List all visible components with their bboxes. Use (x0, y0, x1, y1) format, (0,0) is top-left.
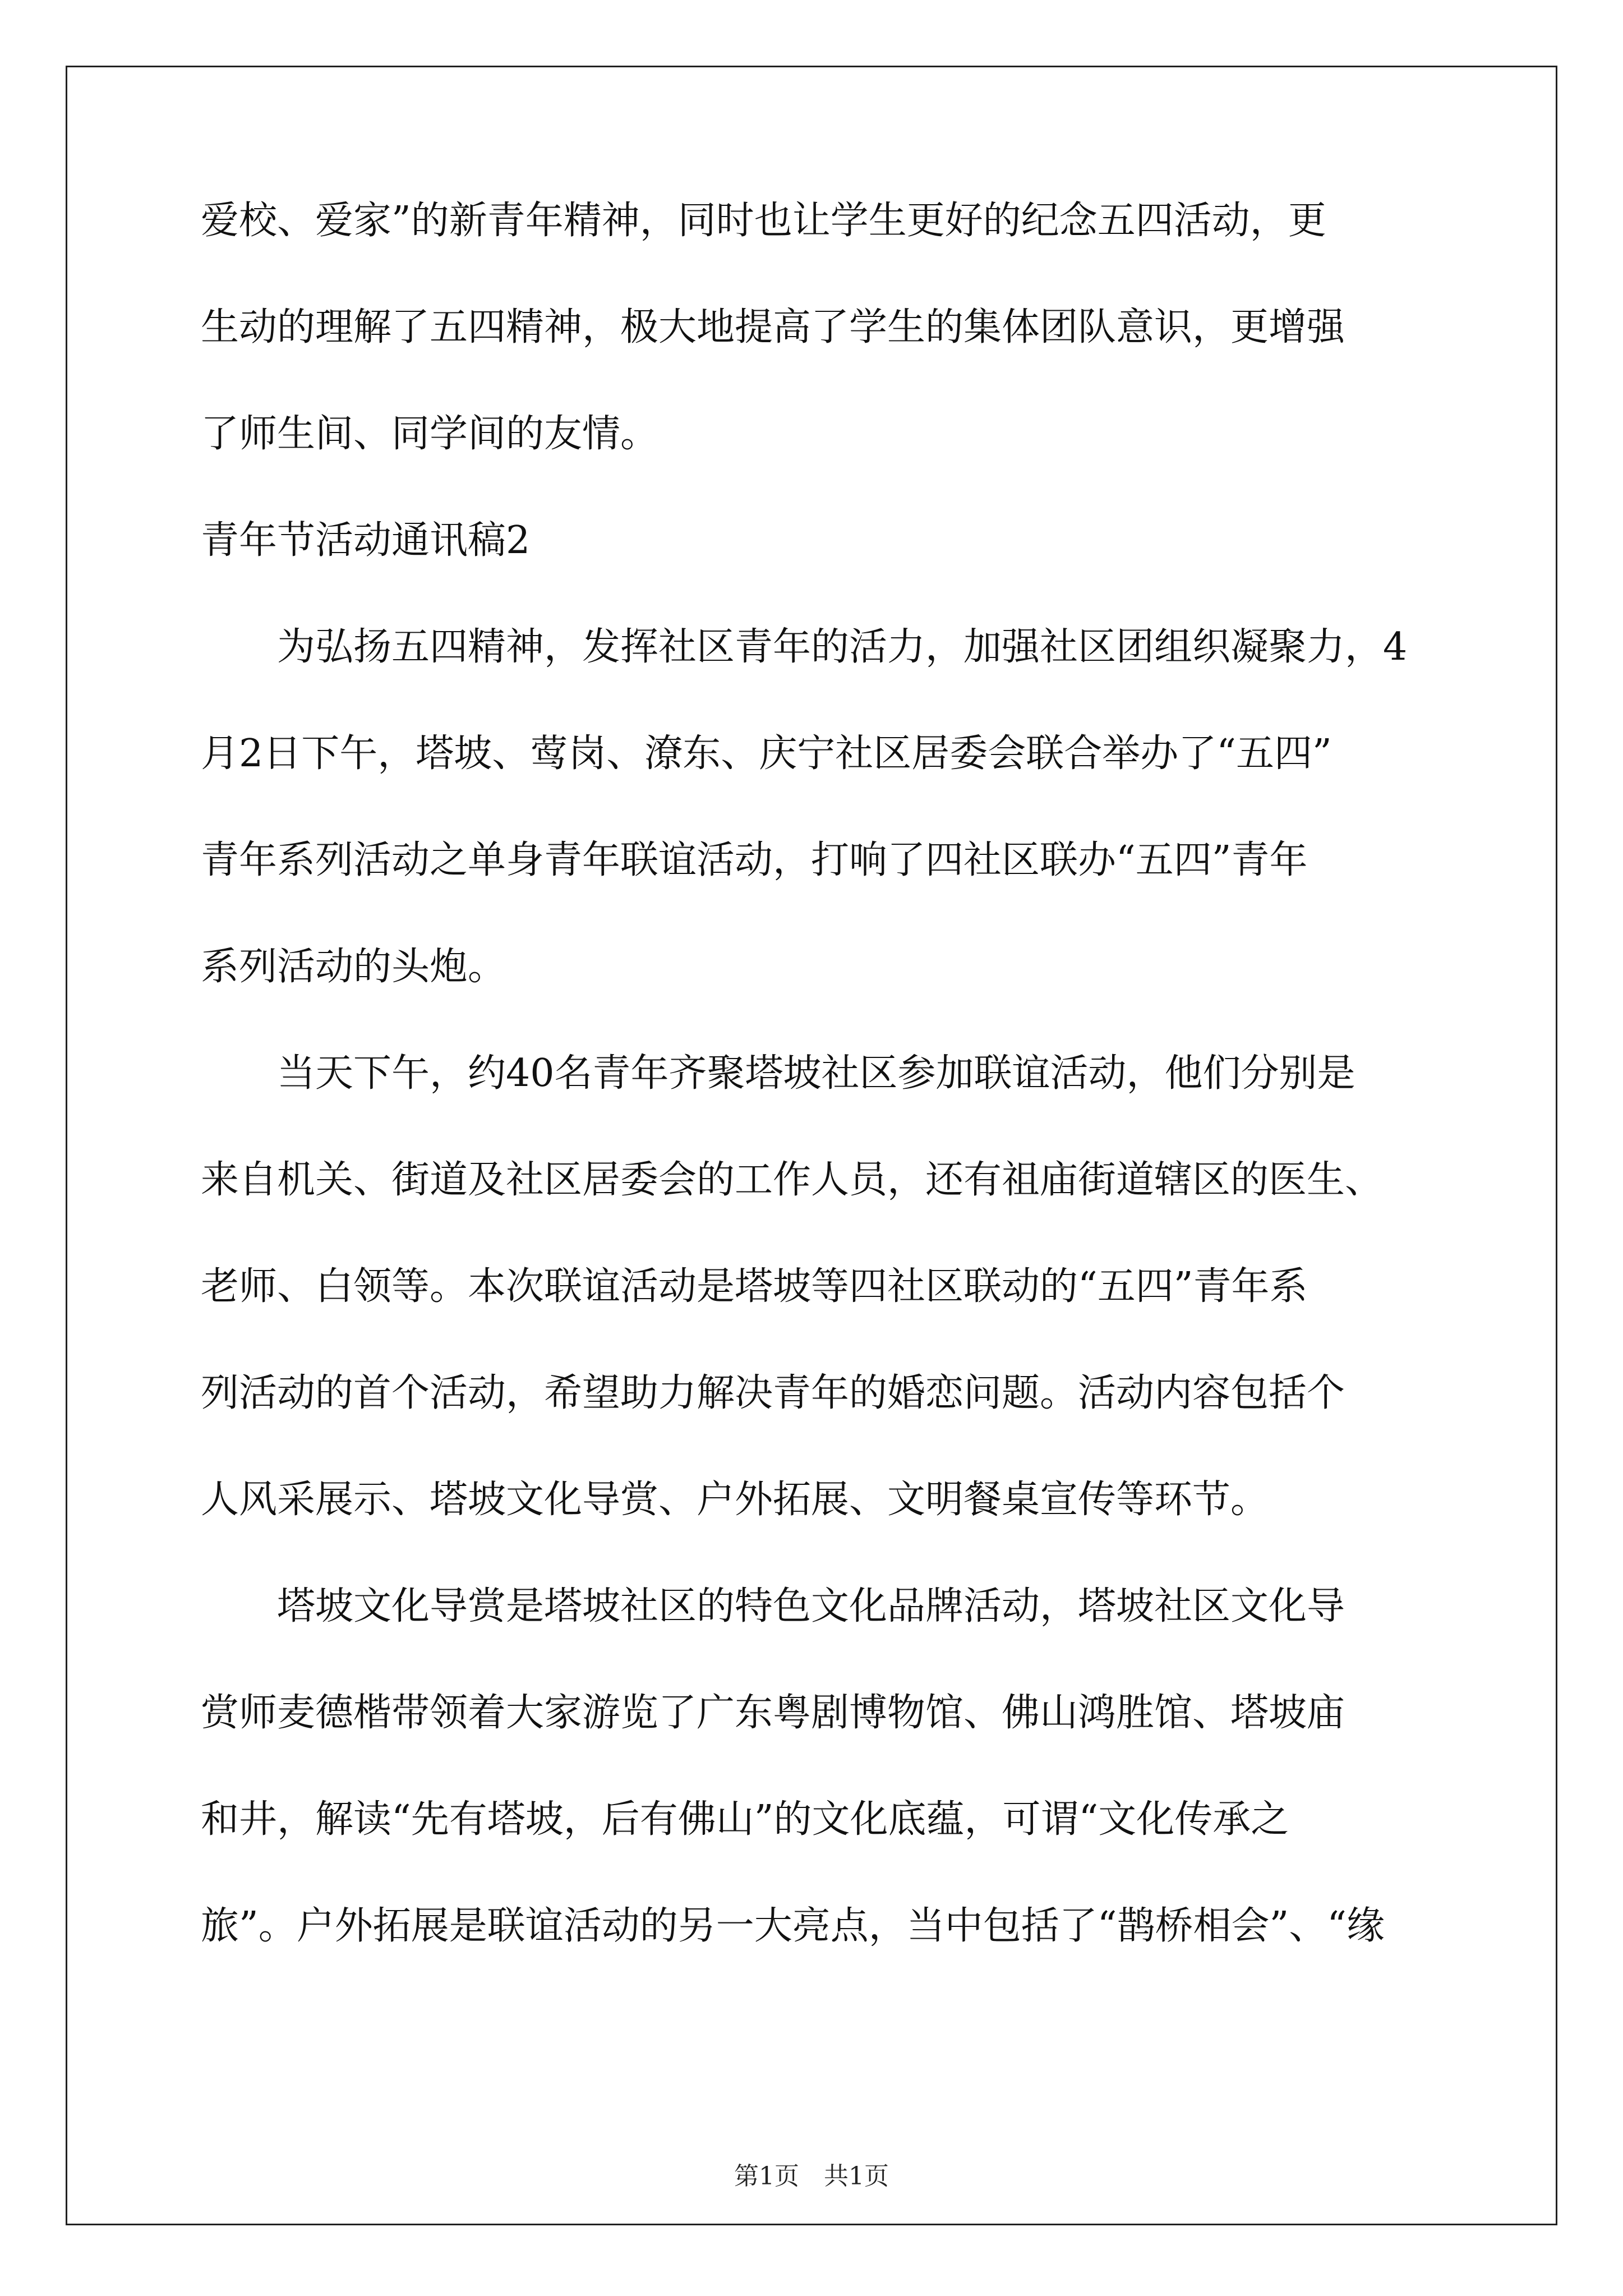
paragraph-line: 赏师麦德楷带领着大家游览了广东粤剧博物馆、佛山鸿胜馆、塔坡庙 (201, 1692, 1345, 1734)
paragraph-line: 系列活动的头炮。 (201, 946, 506, 988)
paragraph-line: 塔坡文化导赏是塔坡社区的特色文化品牌活动，塔坡社区文化导 (277, 1585, 1345, 1628)
section-heading: 青年节活动通讯稿2 (201, 519, 531, 562)
document-body (201, 200, 1435, 2012)
paragraph-line: 来自机关、街道及社区居委会的工作人员，还有祖庙街道辖区的医生、 (201, 1159, 1384, 1202)
paragraph-line: 列活动的首个活动，希望助力解决青年的婚恋问题。活动内容包括个 (201, 1372, 1345, 1415)
paragraph-line: 老师、白领等。本次联谊活动是塔坡等四社区联动的“五四”青年系 (201, 1266, 1308, 1308)
paragraph-line: 当天下午，约40名青年齐聚塔坡社区参加联谊活动，他们分别是 (277, 1052, 1355, 1095)
paragraph-line: 生动的理解了五四精神，极大地提高了学生的集体团队意识，更增强 (201, 306, 1345, 349)
paragraph-line: 了师生间、同学间的友情。 (201, 413, 659, 455)
paragraph-line: 旅”。户外拓展是联谊活动的另一大亮点，当中包括了“鹊桥相会”、“缘 (201, 1905, 1385, 1948)
paragraph-line: 为弘扬五四精神，发挥社区青年的活力，加强社区团组织凝聚力，4 (277, 626, 1408, 669)
paragraph-line: 青年系列活动之单身青年联谊活动，打响了四社区联办“五四”青年 (201, 839, 1308, 882)
page-footer: 第1页 共1页 (734, 2162, 889, 2191)
paragraph-line: 月2日下午，塔坡、莺岗、潦东、庆宁社区居委会联合举办了“五四” (201, 733, 1332, 775)
paragraph-line: 和井，解读“先有塔坡，后有佛山”的文化底蕴，可谓“文化传承之 (201, 1798, 1289, 1841)
paragraph-line: 人风采展示、塔坡文化导赏、户外拓展、文明餐桌宣传等环节。 (201, 1479, 1269, 1521)
paragraph-line: 爱校、爱家”的新青年精神，同时也让学生更好的纪念五四活动，更 (201, 200, 1326, 242)
